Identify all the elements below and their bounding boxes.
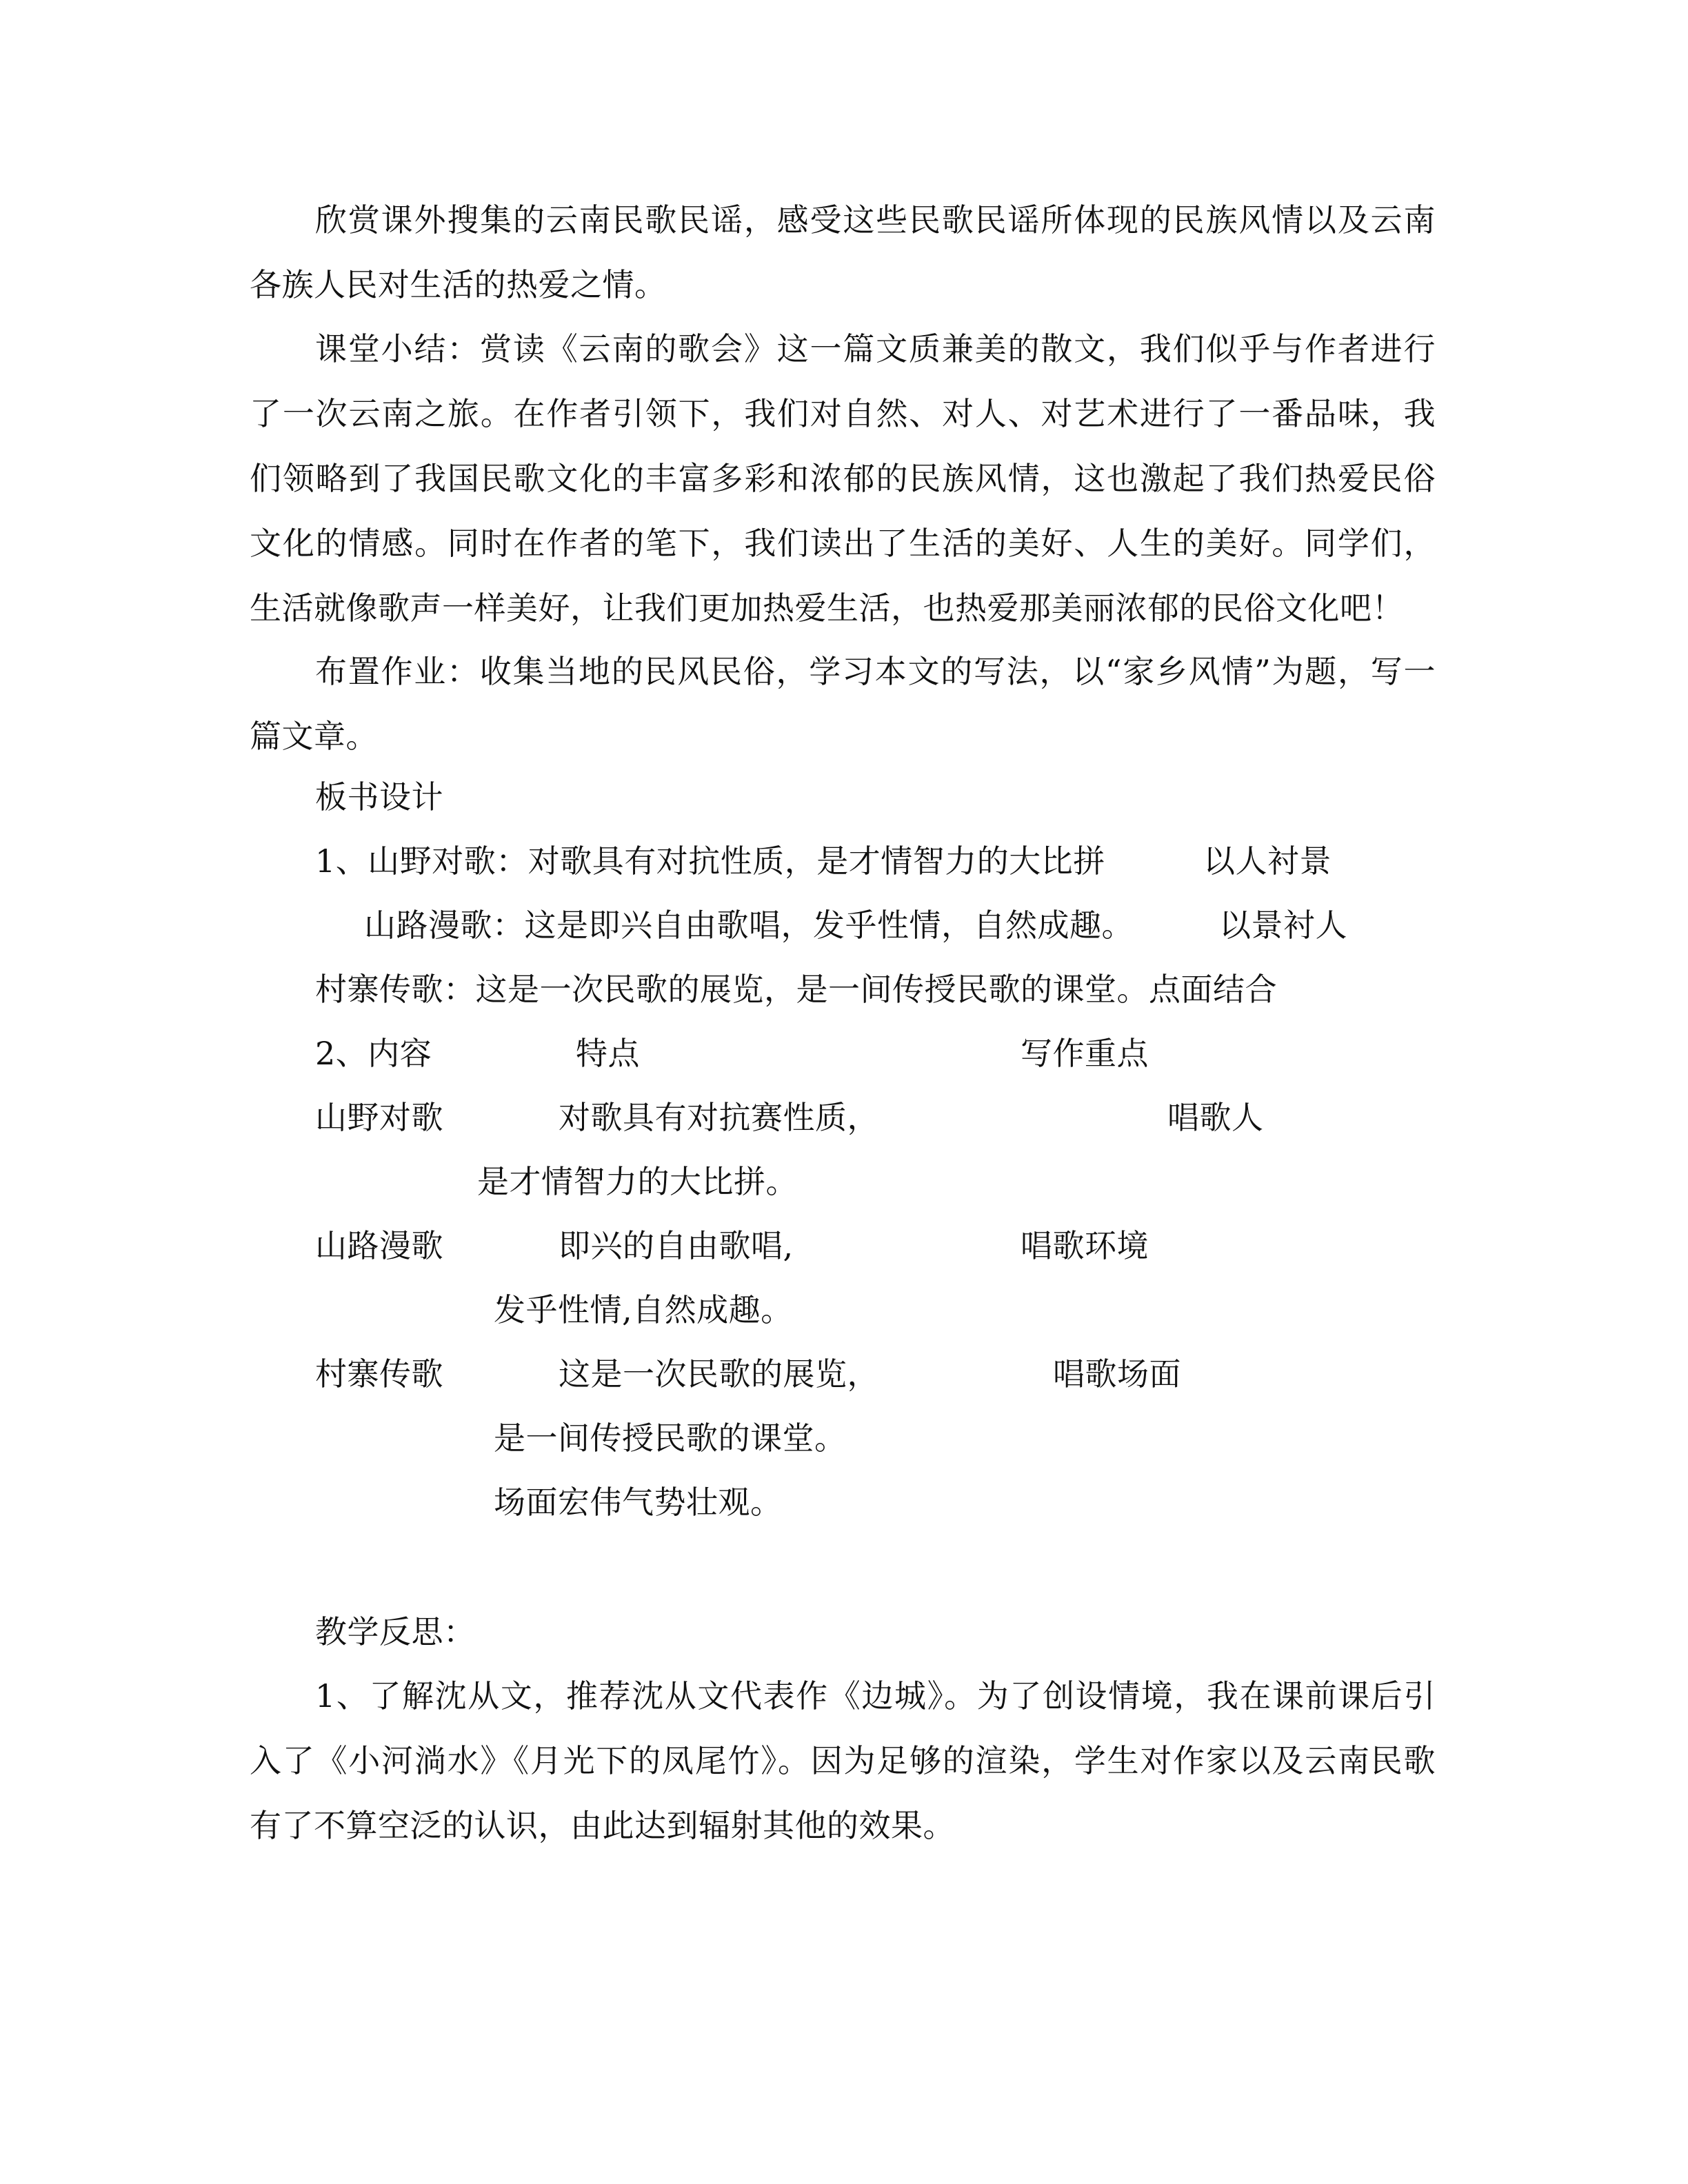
table-row2-name: 山路漫歌 [315, 1227, 443, 1264]
table-row1-feature-line2: 是才情智力的大比拼。 [477, 1163, 798, 1200]
board-item1-line1: 1、山野对歌：对歌具有对抗性质，是才情智力的大比拼 [315, 842, 1105, 880]
table-header-content: 2、内容 [315, 1035, 432, 1072]
board-item1-line1-note: 以人衬景 [1203, 842, 1332, 880]
table-row1-feature-line1: 对歌具有对抗赛性质， [559, 1099, 879, 1136]
table-row3-name: 村寨传歌 [315, 1355, 443, 1393]
table-row3-feature-line1: 这是一次民歌的展览， [559, 1355, 879, 1393]
board-item1-line2: 山路漫歌：这是即兴自由歌唱，发乎性情，自然成趣。 [364, 907, 1134, 944]
table-row2-focus: 唱歌环境 [1021, 1227, 1149, 1264]
table-row3-focus: 唱歌场面 [1053, 1355, 1181, 1393]
table-row2-feature-line2: 发乎性情,自然成趣。 [494, 1291, 793, 1328]
appreciation-paragraph: 欣赏课外搜集的云南民歌民谣，感受这些民歌民谣所体现的民族风情以及云南各族人民对生活的热爱之情。 [250, 201, 1436, 303]
summary-paragraph: 课堂小结：赏读《云南的歌会》这一篇文质兼美的散文，我们似乎与作者进行了一次云南之旅。在作者引领下，我们对自然、对人、对艺术进行了一番品味，我们领略到了我国民歌文化的丰富多彩和浓郁的民族风情，这也激起了我们热爱民俗文化的情感。同时在作者的笔下，我们读出了生活的美好、人生的美好。同学们，生活就像歌声一样美好，让我们更加热爱生活，也热爱那美丽浓郁的民俗文化吧！ [250, 330, 1436, 627]
table-header-feature: 特点 [576, 1035, 640, 1072]
table-row1-name: 山野对歌 [315, 1099, 443, 1136]
table-row1-focus: 唱歌人 [1167, 1099, 1264, 1136]
table-row3-feature-line2: 是一间传授民歌的课堂。 [494, 1419, 847, 1457]
homework-paragraph: 布置作业：收集当地的民风民俗，学习本文的写法，以“家乡风情”为题，写一篇文章。 [250, 653, 1436, 755]
board-heading: 板书设计 [315, 778, 443, 816]
board-item1-line3: 村寨传歌：这是一次民歌的展览，是一间传授民歌的课堂。点面结合 [315, 971, 1277, 1008]
table-header-focus: 写作重点 [1021, 1035, 1149, 1072]
board-item1-line2-note: 以景衬人 [1219, 907, 1347, 944]
reflection-heading: 教学反思： [315, 1613, 476, 1650]
table-row2-feature-line1: 即兴的自由歌唱, [559, 1227, 794, 1264]
table-row3-feature-line3: 场面宏伟气势壮观。 [494, 1484, 783, 1521]
reflection-point1: 1、了解沈从文，推荐沈从文代表作《边城》。为了创设情境，我在课前课后引入了《小河淌水》《月光下的凤尾竹》。因为足够的渲染，学生对作家以及云南民歌有了不算空泛的认识，由此达到辐射其他的效果。 [250, 1677, 1436, 1844]
